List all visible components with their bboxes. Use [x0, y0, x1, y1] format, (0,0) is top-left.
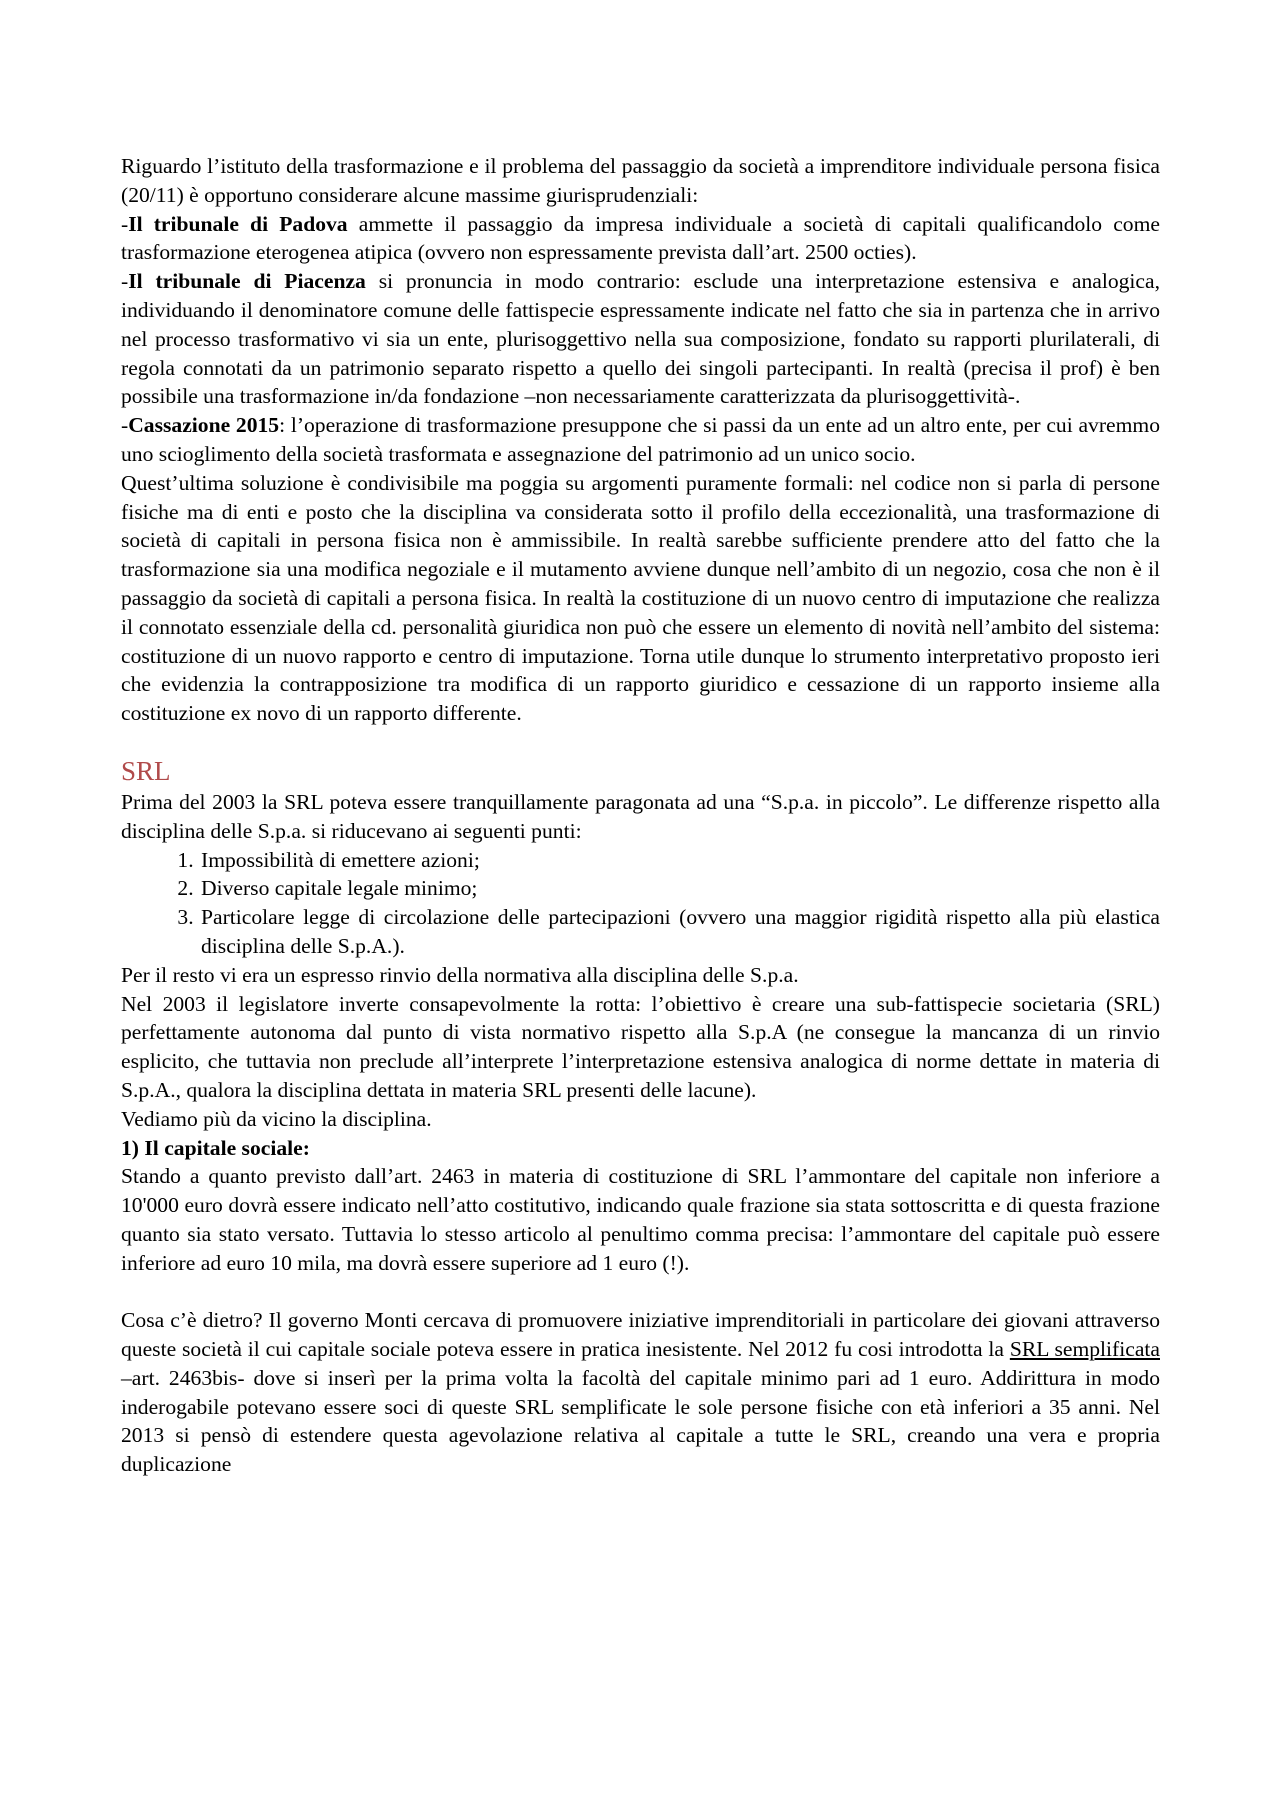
paragraph-intro: Riguardo l’istituto della trasformazione e il problema del passaggio da società a imprenditore individuale persona fisica (20/11) è opportuno considerare alcune massime giurisprudenziali: [121, 154, 1160, 207]
blank-line [121, 1277, 1160, 1306]
list-item: 3. Particolare legge di circolazione delle partecipazioni (ovvero una maggior rigidità rispetto alla più elastica disciplina delle S.p.A.). [199, 903, 1160, 961]
subheading-capitale-sociale: 1) Il capitale sociale: [121, 1135, 310, 1160]
underlined-srl-semplificata: SRL semplificata [1009, 1337, 1160, 1362]
differences-list [121, 846, 1160, 961]
bold-tribunale-piacenza: Il tribunale di Piacenza [128, 269, 366, 294]
section-heading-srl: SRL [121, 755, 171, 786]
list-item: 1. Impossibilità di emettere azioni; [199, 846, 1160, 875]
paragraph-2003: Nel 2003 il legislatore inverte consapevolmente la rotta: l’obiettivo è creare una sub-fattispecie societaria (SRL) perfettamente autonoma dal punto di vista normativo rispetto alla S.p.A (ne consegue la mancanza di un rinvio esplicito, che tuttavia non preclude all’interprete l’interpretazione estensiva analogica di norme dettate in materia di S.p.A., qualora la disciplina dettata in materia SRL presenti delle lacune). [121, 991, 1160, 1102]
paragraph-monti: Cosa c’è dietro? Il governo Monti cercava di promuovere iniziative imprenditoriali in particolare dei giovani attraverso queste società il cui capitale sociale poteva essere in pratica inesistente. Nel 2012 fu cosi introdotta la SRL semplificata –art. 2463bis- dove si inserì per la prima volta la facoltà del capitale minimo pari ad 1 euro. Addirittura in modo inderogabile potevano essere soci di queste SRL semplificate le sole persone fisiche con età inferiori a 35 anni. Nel 2013 si pensò di estendere questa agevolazione relativa al capitale a tutte le SRL, creando una vera e propria duplicazione [121, 1308, 1160, 1477]
paragraph-cassazione: -Cassazione 2015: l’operazione di trasformazione presuppone che si passi da un ente ad un altro ente, per cui avremmo uno scioglimento della società trasformata e assegnazione del patrimonio ad un unico socio. [121, 413, 1160, 466]
paragraph-srl-intro: Prima del 2003 la SRL poteva essere tranquillamente paragonata ad una “S.p.a. in piccolo”. Le differenze rispetto alla disciplina delle S.p.a. si riducevano ai seguenti punti: [121, 789, 1160, 843]
paragraph-art-2463: Stando a quanto previsto dall’art. 2463 in materia di costituzione di SRL l’ammontare del capitale non inferiore a 10'000 euro dovrà essere indicato nell’atto costitutivo, indicando quale frazione sia stata sottoscritta e di questa frazione quanto sia stato versato. Tuttavia lo stesso articolo al penultimo comma precisa: l’ammontare del capitale può essere inferiore ad euro 10 mila, ma dovrà essere superiore ad 1 euro (!). [121, 1164, 1160, 1275]
list-item: 2. Diverso capitale legale minimo; [199, 874, 1160, 903]
document-page [121, 152, 1160, 1479]
paragraph-rinvio: Per il resto vi era un espresso rinvio della normativa alla disciplina delle S.p.a. [121, 962, 799, 987]
bold-cassazione: Cassazione 2015 [128, 413, 280, 438]
paragraph-piacenza: -Il tribunale di Piacenza si pronuncia in modo contrario: esclude una interpretazione estensiva e analogica, individuando il denominatore comune delle fattispecie espressamente indicate nel fatto che sia in partenza che in arrivo nel processo trasformativo vi sia un ente, plurisoggettivo nella sua composizione, fondato su rapporti plurilaterali, di regola connotati da un patrimonio separato rispetto a quello dei singoli partecipanti. In realtà (precisa il prof) è ben possibile una trasformazione in/da fondazione –non necessariamente caratterizzata da plurisoggettività-. [121, 269, 1160, 409]
bold-tribunale-padova: Il tribunale di Padova [128, 211, 348, 236]
paragraph-padova: -Il tribunale di Padova ammette il passaggio da impresa individuale a società di capitali qualificandolo come trasformazione eterogenea atipica (ovvero non espressamente prevista dall’art. 2500 octies). [121, 211, 1160, 265]
paragraph-disciplina: Vediamo più da vicino la disciplina. [121, 1106, 432, 1131]
paragraph-conclusion: Quest’ultima soluzione è condivisibile ma poggia su argomenti puramente formali: nel codice non si parla di persone fisiche ma di enti e posto che la disciplina va considerata sotto il profilo della eccezionalità, una trasformazione di società di capitali in persona fisica non è ammissibile. In realtà sarebbe sufficiente prendere atto del fatto che la trasformazione sia una modifica negoziale e il mutamento avviene dunque nell’ambito di un negozio, cosa che non è il passaggio da società di capitali a persona fisica. In realtà la costituzione di un nuovo centro di imputazione che realizza il connotato essenziale della cd. personalità giuridica non può che essere un elemento di novità nell’ambito del sistema: costituzione di un nuovo rapporto e centro di imputazione. Torna utile dunque lo strumento interpretativo proposto ieri che evidenzia la contrapposizione tra modifica di un rapporto giuridico e cessazione di un rapporto insieme alla costituzione ex novo di un rapporto differente. [121, 470, 1160, 726]
